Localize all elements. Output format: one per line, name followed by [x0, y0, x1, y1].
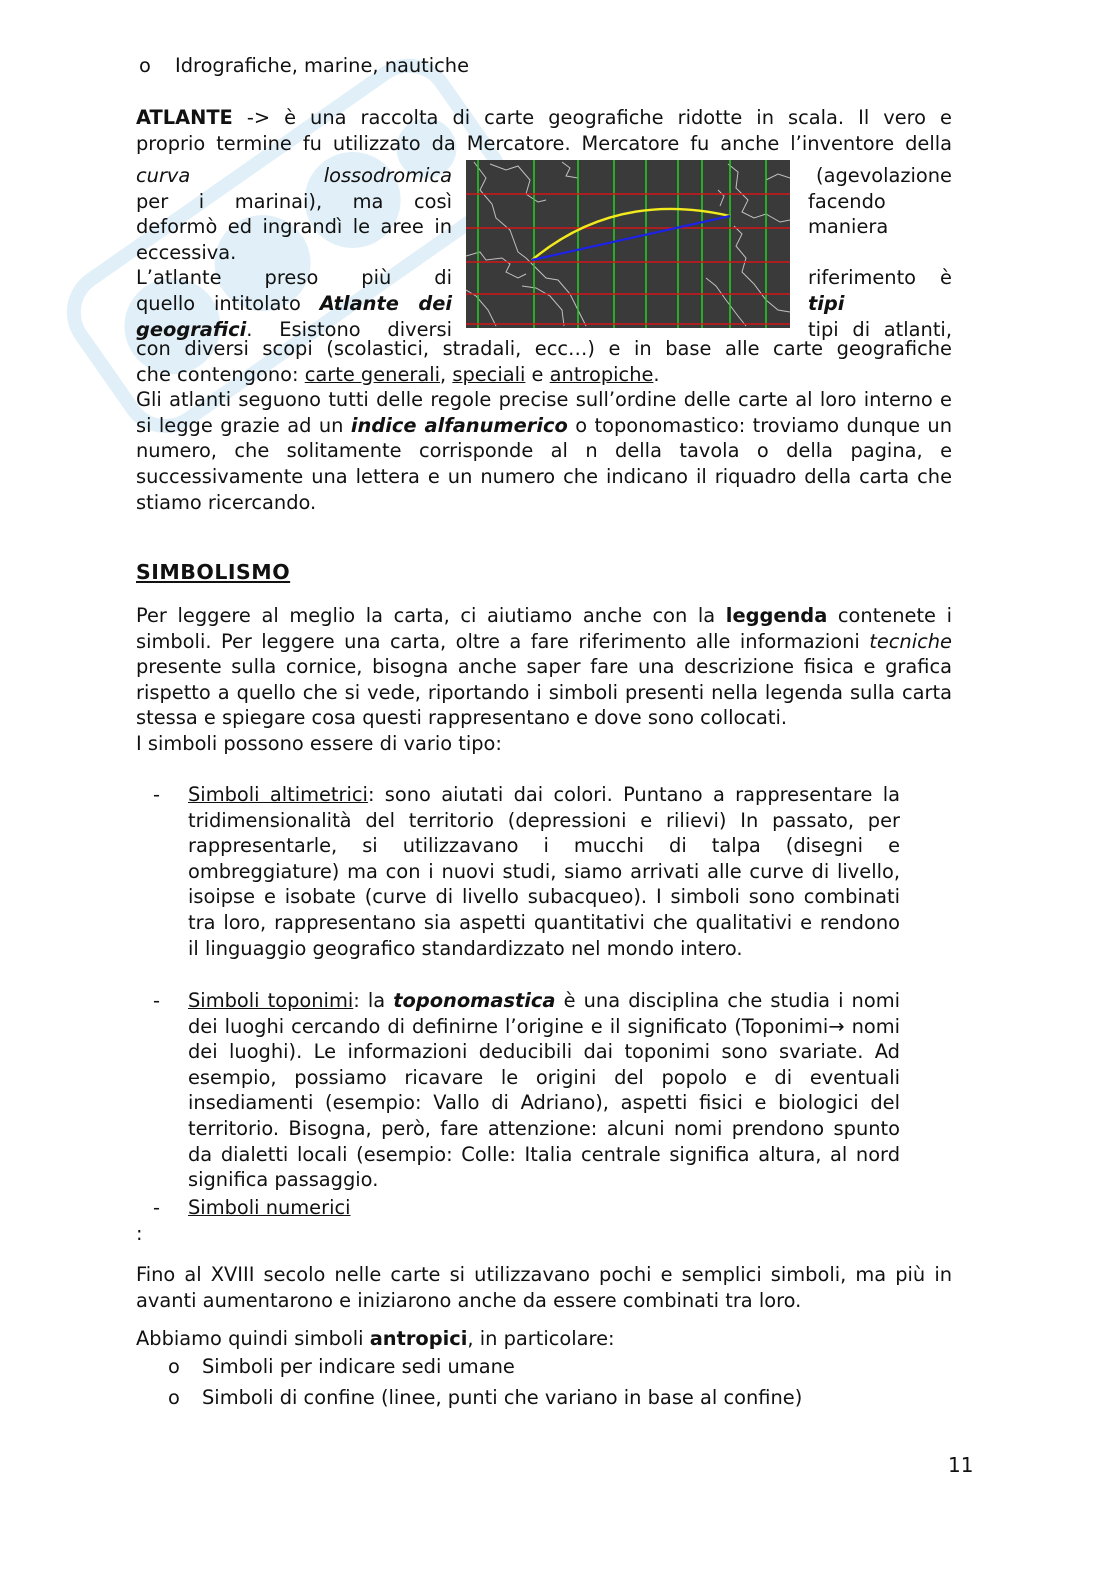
simboli-numerici-term: Simboli numerici [188, 1196, 351, 1219]
text-run: che contengono: [136, 362, 305, 386]
atlante-paragraph-2 [136, 387, 952, 515]
wrap-left-line: deformò ed ingrandì le aree in [136, 215, 452, 239]
tecniche-term: tecniche [869, 629, 952, 653]
text-run: : sono aiutati dai colori. Puntano a rappresentare la tridimensionalità del territorio (depressioni e rilievi) In passato, per rappresentarle, si utilizzavano i mucchi di talpa (disegni e ombreggiature) ma con i nuovi studi, siamo arrivati alle curve di livello, isoipse e isobate (curve di livello subacqueo). I simboli sono combinati tra loro, rappresentano sia aspetti quantitativi che qualitativi e rendono il linguaggio geografico standardizzato nel mondo intero. [188, 783, 900, 960]
antropici-term: antropici [369, 1327, 468, 1350]
text-run: presente sulla cornice, bisogna anche saper fare una descrizione fisica e grafica rispetto a quello che si vede, riportando i simboli presenti nella legenda sulla carta stessa e spiegare cosa questi rappresentano e dove sono collocati. [136, 655, 952, 730]
wrap-left-line [136, 291, 452, 317]
stray-colon: : [136, 1222, 143, 1245]
bullet-marker: o [168, 1386, 180, 1409]
simbolismo-paragraph-1 [136, 603, 952, 757]
text-run: , in particolare: [467, 1327, 615, 1350]
text-run: Gli atlanti seguono tutti delle regole precise sull’ordine delle carte al loro interno e si legge grazie ad un [136, 388, 952, 437]
atlante-line-1 [136, 105, 952, 131]
sub-list-item [168, 1354, 515, 1380]
list-item-toponimi [188, 988, 900, 1193]
right-arrow-icon: → [828, 1014, 845, 1038]
simbolismo-paragraph-3 [136, 1326, 952, 1352]
wrap-right-line: (agevolazione [816, 164, 952, 187]
atlante-term: ATLANTE [136, 106, 233, 129]
indice-alfanumerico-term: indice alfanumerico [350, 413, 568, 437]
wrap-left-line: L’atlante preso più di [136, 266, 452, 290]
text-run: . [653, 362, 660, 386]
symbols-intro: I simboli possono essere di vario tipo: [136, 731, 502, 755]
simbolismo-paragraph-2: Fino al XVIII secolo nelle carte si utilizzavano pochi e semplici simboli, ma più in avanti aumentarono e iniziarono anche da essere combinati tra loro. [136, 1263, 952, 1312]
text-run: : la [353, 989, 394, 1012]
page-number: 11 [948, 1453, 974, 1477]
atlante-title-part: geografici [136, 317, 247, 341]
text-run: Abbiamo quindi simboli [136, 1327, 370, 1350]
toponomastica-term: toponomastica [393, 989, 556, 1012]
wrap-right-column [808, 163, 952, 342]
simboli-toponimi-term: Simboli toponimi [188, 989, 354, 1012]
speciali-term: speciali [452, 362, 526, 386]
sub-list-text: Simboli per indicare sedi umane [202, 1355, 515, 1378]
atlante-continued [136, 336, 952, 515]
wrap-left-column [136, 163, 452, 342]
atlante-title-part: Atlante dei [319, 291, 452, 315]
text-run: è una disciplina che studia i nomi dei luoghi cercando di definirne l’origine e il significato (Toponimi [188, 989, 900, 1038]
list-item-altimetrici [188, 782, 900, 961]
text-run: contenete i simboli. Per leggere una carta, oltre a fare riferimento alle informazioni [136, 604, 952, 653]
dash-marker: - [153, 1196, 160, 1219]
wrap-right-line: maniera [808, 215, 889, 239]
text-run: quello intitolato [136, 291, 320, 315]
antropiche-term: antropiche [549, 362, 654, 386]
atlante-map-types [136, 362, 952, 388]
wrap-right-line: riferimento è [808, 266, 952, 290]
list-item-text: Idrografiche, marine, nautiche [175, 54, 470, 77]
lossodromica-word: lossodromica [323, 164, 452, 187]
wrap-right-line: tipi di atlanti, [808, 317, 952, 341]
wrap-left-line: eccessiva. [136, 240, 237, 264]
mercator-map-image [466, 160, 790, 328]
text-run: e [525, 362, 550, 386]
dash-marker: - [153, 783, 160, 806]
atlante-line-2 [136, 131, 952, 157]
text-run: Per leggere al meglio la carta, ci aiutiamo anche con la [136, 604, 726, 627]
curva-word: curva [136, 164, 191, 187]
atlante-scopes: con diversi scopi (scolastici, stradali, ecc…) e in base alle carte geografiche [136, 337, 952, 360]
leggenda-term: leggenda [725, 604, 828, 627]
simboli-altimetrici-term: Simboli altimetrici [188, 783, 368, 806]
sub-list-text: Simboli di confine (linee, punti che variano in base al confine) [202, 1386, 803, 1409]
text-run: . Esistono diversi [246, 317, 452, 341]
carte-generali-term: carte generali [304, 362, 441, 386]
bullet-marker: o [168, 1355, 180, 1378]
list-item [139, 53, 469, 79]
section-heading: SIMBOLISMO [136, 560, 291, 584]
atlante-definition: -> è una raccolta di carte geografiche ridotte in scala. Il vero e [232, 106, 952, 129]
text-run: nomi dei luoghi). Le informazioni deducibili dai toponimi sono svariate. Ad esempio, possiamo ricavare le origini del popolo e di eventuali insediamenti (esempio: Vallo di Adriano), aspetti fisici e biologici del territorio. Bisogna, però, fare attenzione: alcuni nomi prendono spunto da dialetti locali (esempio: Colle: Italia centrale significa altura, al nord significa passaggio. [188, 1014, 901, 1192]
sub-list-item [168, 1385, 802, 1411]
text-run: o toponomastico: troviamo dunque un numero, che solitamente corrisponde al n della tavola o della pagina, e successivamente una lettera e un numero che indicano il riquadro della carta che stiamo ricercando. [136, 413, 952, 514]
dash-marker: - [153, 989, 160, 1012]
text-run: , [440, 362, 453, 386]
wrap-right-line: tipi [808, 291, 845, 315]
wrap-left-line: per i marinai), ma così [136, 189, 452, 213]
list-item-numerici [188, 1195, 351, 1221]
bullet-marker: o [139, 54, 151, 77]
atlante-mercatore-text: proprio termine fu utilizzato da Mercatore. Mercatore fu anche l’inventore della [136, 132, 952, 155]
wrap-right-line: facendo [808, 189, 886, 213]
